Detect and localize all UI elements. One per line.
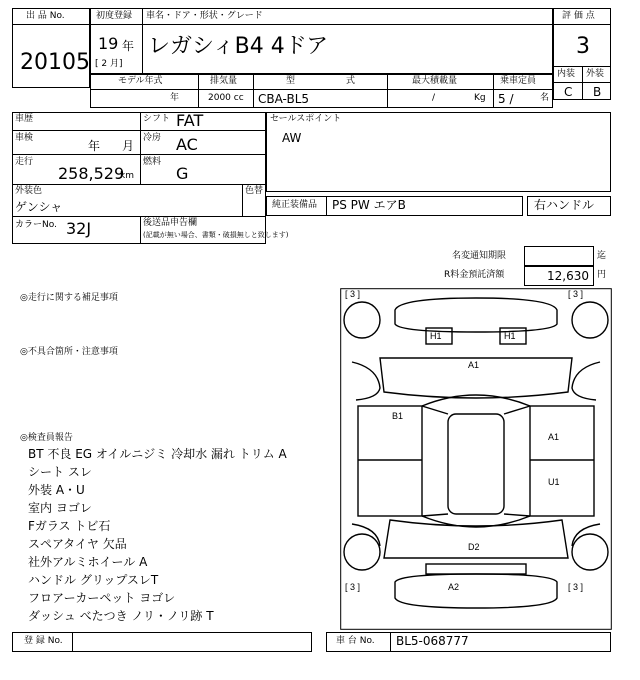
interior-grade: C <box>564 85 573 99</box>
mark-a1-right: A1 <box>548 432 560 442</box>
car-damage-diagram <box>340 288 612 630</box>
shift-value: FAT <box>176 111 204 130</box>
inspector-line-4: 室内 ヨゴレ <box>28 501 92 515</box>
mark-h1-left: H1 <box>430 331 442 341</box>
defects-label: ◎不具合箇所・注意事項 <box>20 347 118 357</box>
model-type-value: CBA-BL5 <box>258 92 310 106</box>
inspector-report-label: ◎検査員報告 <box>20 433 73 443</box>
registration-no-label: 登 録 No. <box>24 636 63 646</box>
inspector-line-3: 外装 A・U <box>28 483 85 497</box>
capacity-unit: 名 <box>540 93 550 103</box>
left-body-side <box>358 406 422 516</box>
lot-number-label: 出 品 No. <box>26 11 65 21</box>
color-no-label: カラーNo. <box>15 220 57 230</box>
docs-label: 後送品申告欄 <box>143 218 198 228</box>
rear-bumper-outline <box>395 574 557 608</box>
fuel-label: 燃料 <box>143 157 162 167</box>
car-outline-svg <box>340 288 612 630</box>
ac-value: AC <box>176 135 198 154</box>
mileage-label: 走行 <box>15 157 34 167</box>
shift-label: シフト <box>143 114 171 124</box>
corner-label-tr: [ 3 ] <box>568 289 584 299</box>
trunk-outline <box>384 520 568 558</box>
corner-label-br: [ 3 ] <box>568 582 584 592</box>
registration-year-unit: 年 <box>122 39 135 53</box>
wheel-front-left <box>344 302 380 338</box>
inspection-label: 車検 <box>15 133 34 143</box>
name-change-label: 名変通知期限 <box>452 251 507 261</box>
wheel-rear-right <box>572 534 608 570</box>
mileage-unit: km <box>120 171 134 181</box>
inspector-line-7: 社外アルミホイール A <box>28 555 148 569</box>
mileage-value: 258,529 <box>58 164 125 183</box>
wheel-rear-left <box>344 534 380 570</box>
lot-number: 20105 <box>20 50 90 75</box>
inspector-line-6: スペアタイヤ 欠品 <box>28 537 127 551</box>
genuine-equipment-label: 純正装備品 <box>272 200 318 210</box>
right-body-side <box>530 406 594 516</box>
registration-year: 19 <box>98 34 119 53</box>
color-no-value: 32J <box>66 219 92 238</box>
mark-u1: U1 <box>548 477 560 487</box>
car-name-label: 車名・ドア・形状・グレード <box>146 11 263 21</box>
mark-d2: D2 <box>468 542 480 552</box>
rear-lights <box>426 564 526 574</box>
max-load-unit: Kg <box>474 93 486 103</box>
model-year-unit: 年 <box>170 93 180 103</box>
score-value: 3 <box>576 34 590 59</box>
name-change-unit: 迄 <box>597 251 607 261</box>
capacity-value: 5 / <box>498 92 514 106</box>
recycle-amount: 12,630 <box>547 269 589 283</box>
name-change-box <box>524 246 594 266</box>
displacement-value: 2000 cc <box>208 93 244 103</box>
steering-value: 右ハンドル <box>534 198 595 212</box>
genuine-equipment-value: PS PW エアB <box>332 198 406 212</box>
front-left-fender <box>352 362 380 400</box>
sales-point-label: セールスポイント <box>270 114 342 124</box>
displacement-label: 排気量 <box>210 76 238 86</box>
model-type-label-2: 式 <box>346 76 356 86</box>
inspector-line-10: ダッシュ べたつき ノリ・ノリ跡 T <box>28 609 214 623</box>
exterior-grade: B <box>593 85 602 99</box>
max-load-slash: / <box>432 93 436 103</box>
chassis-no-value: BL5-068777 <box>396 634 469 648</box>
history-label: 車歴 <box>15 114 34 124</box>
model-type-label: 型 <box>286 76 296 86</box>
sales-point-box <box>266 112 611 192</box>
docs-note: (記載が無い場合、書類・破損無しと致します) <box>143 231 289 239</box>
inspector-line-9: フロアーカーペット ヨゴレ <box>28 591 176 605</box>
recycle-unit: 円 <box>597 270 607 280</box>
front-right-fender <box>572 362 600 400</box>
mark-a2: A2 <box>448 582 460 592</box>
wheel-front-right <box>572 302 608 338</box>
inspection-month-unit: 月 <box>122 139 135 153</box>
mark-a1-hood: A1 <box>468 360 480 370</box>
model-year-label: モデル年式 <box>118 76 163 86</box>
corner-label-tl: [ 3 ] <box>345 289 361 299</box>
inspector-line-8: ハンドル グリップスレT <box>28 573 159 587</box>
sales-point-value: AW <box>282 131 302 145</box>
registration-month: [ 2 月] <box>95 59 123 69</box>
car-name: レガシィB4 4ドア <box>148 34 329 59</box>
score-label: 評 価 点 <box>562 11 595 21</box>
fuel-value: G <box>176 164 189 183</box>
inspection-year-unit: 年 <box>88 139 101 153</box>
exterior-color-value: ゲンシャ <box>15 200 63 214</box>
inspector-line-5: Fガラス トビ石 <box>28 519 111 533</box>
first-registration-label: 初度登録 <box>96 11 133 21</box>
exterior-color-label: 外装色 <box>15 186 43 196</box>
capacity-label: 乗車定員 <box>500 76 537 86</box>
chassis-no-label: 車 台 No. <box>336 636 375 646</box>
inspector-line-1: BT 不良 EG オイルニジミ 冷却水 漏れ トリム A <box>28 447 287 461</box>
driving-notes-label: ◎走行に関する補足事項 <box>20 293 118 303</box>
color-change-label: 色替 <box>245 186 264 196</box>
exterior-grade-label: 外装 <box>586 69 605 79</box>
roof <box>448 414 504 514</box>
corner-label-bl: [ 3 ] <box>345 582 361 592</box>
mark-b1: B1 <box>392 411 404 421</box>
inspector-line-2: シート スレ <box>28 465 92 479</box>
front-bumper-outline <box>395 298 557 332</box>
recycle-label: R料金預託済額 <box>444 270 505 280</box>
mark-h1-right: H1 <box>504 331 516 341</box>
interior-grade-label: 内装 <box>557 69 576 79</box>
ac-label: 冷房 <box>143 133 162 143</box>
max-load-label: 最大積載量 <box>412 76 458 86</box>
